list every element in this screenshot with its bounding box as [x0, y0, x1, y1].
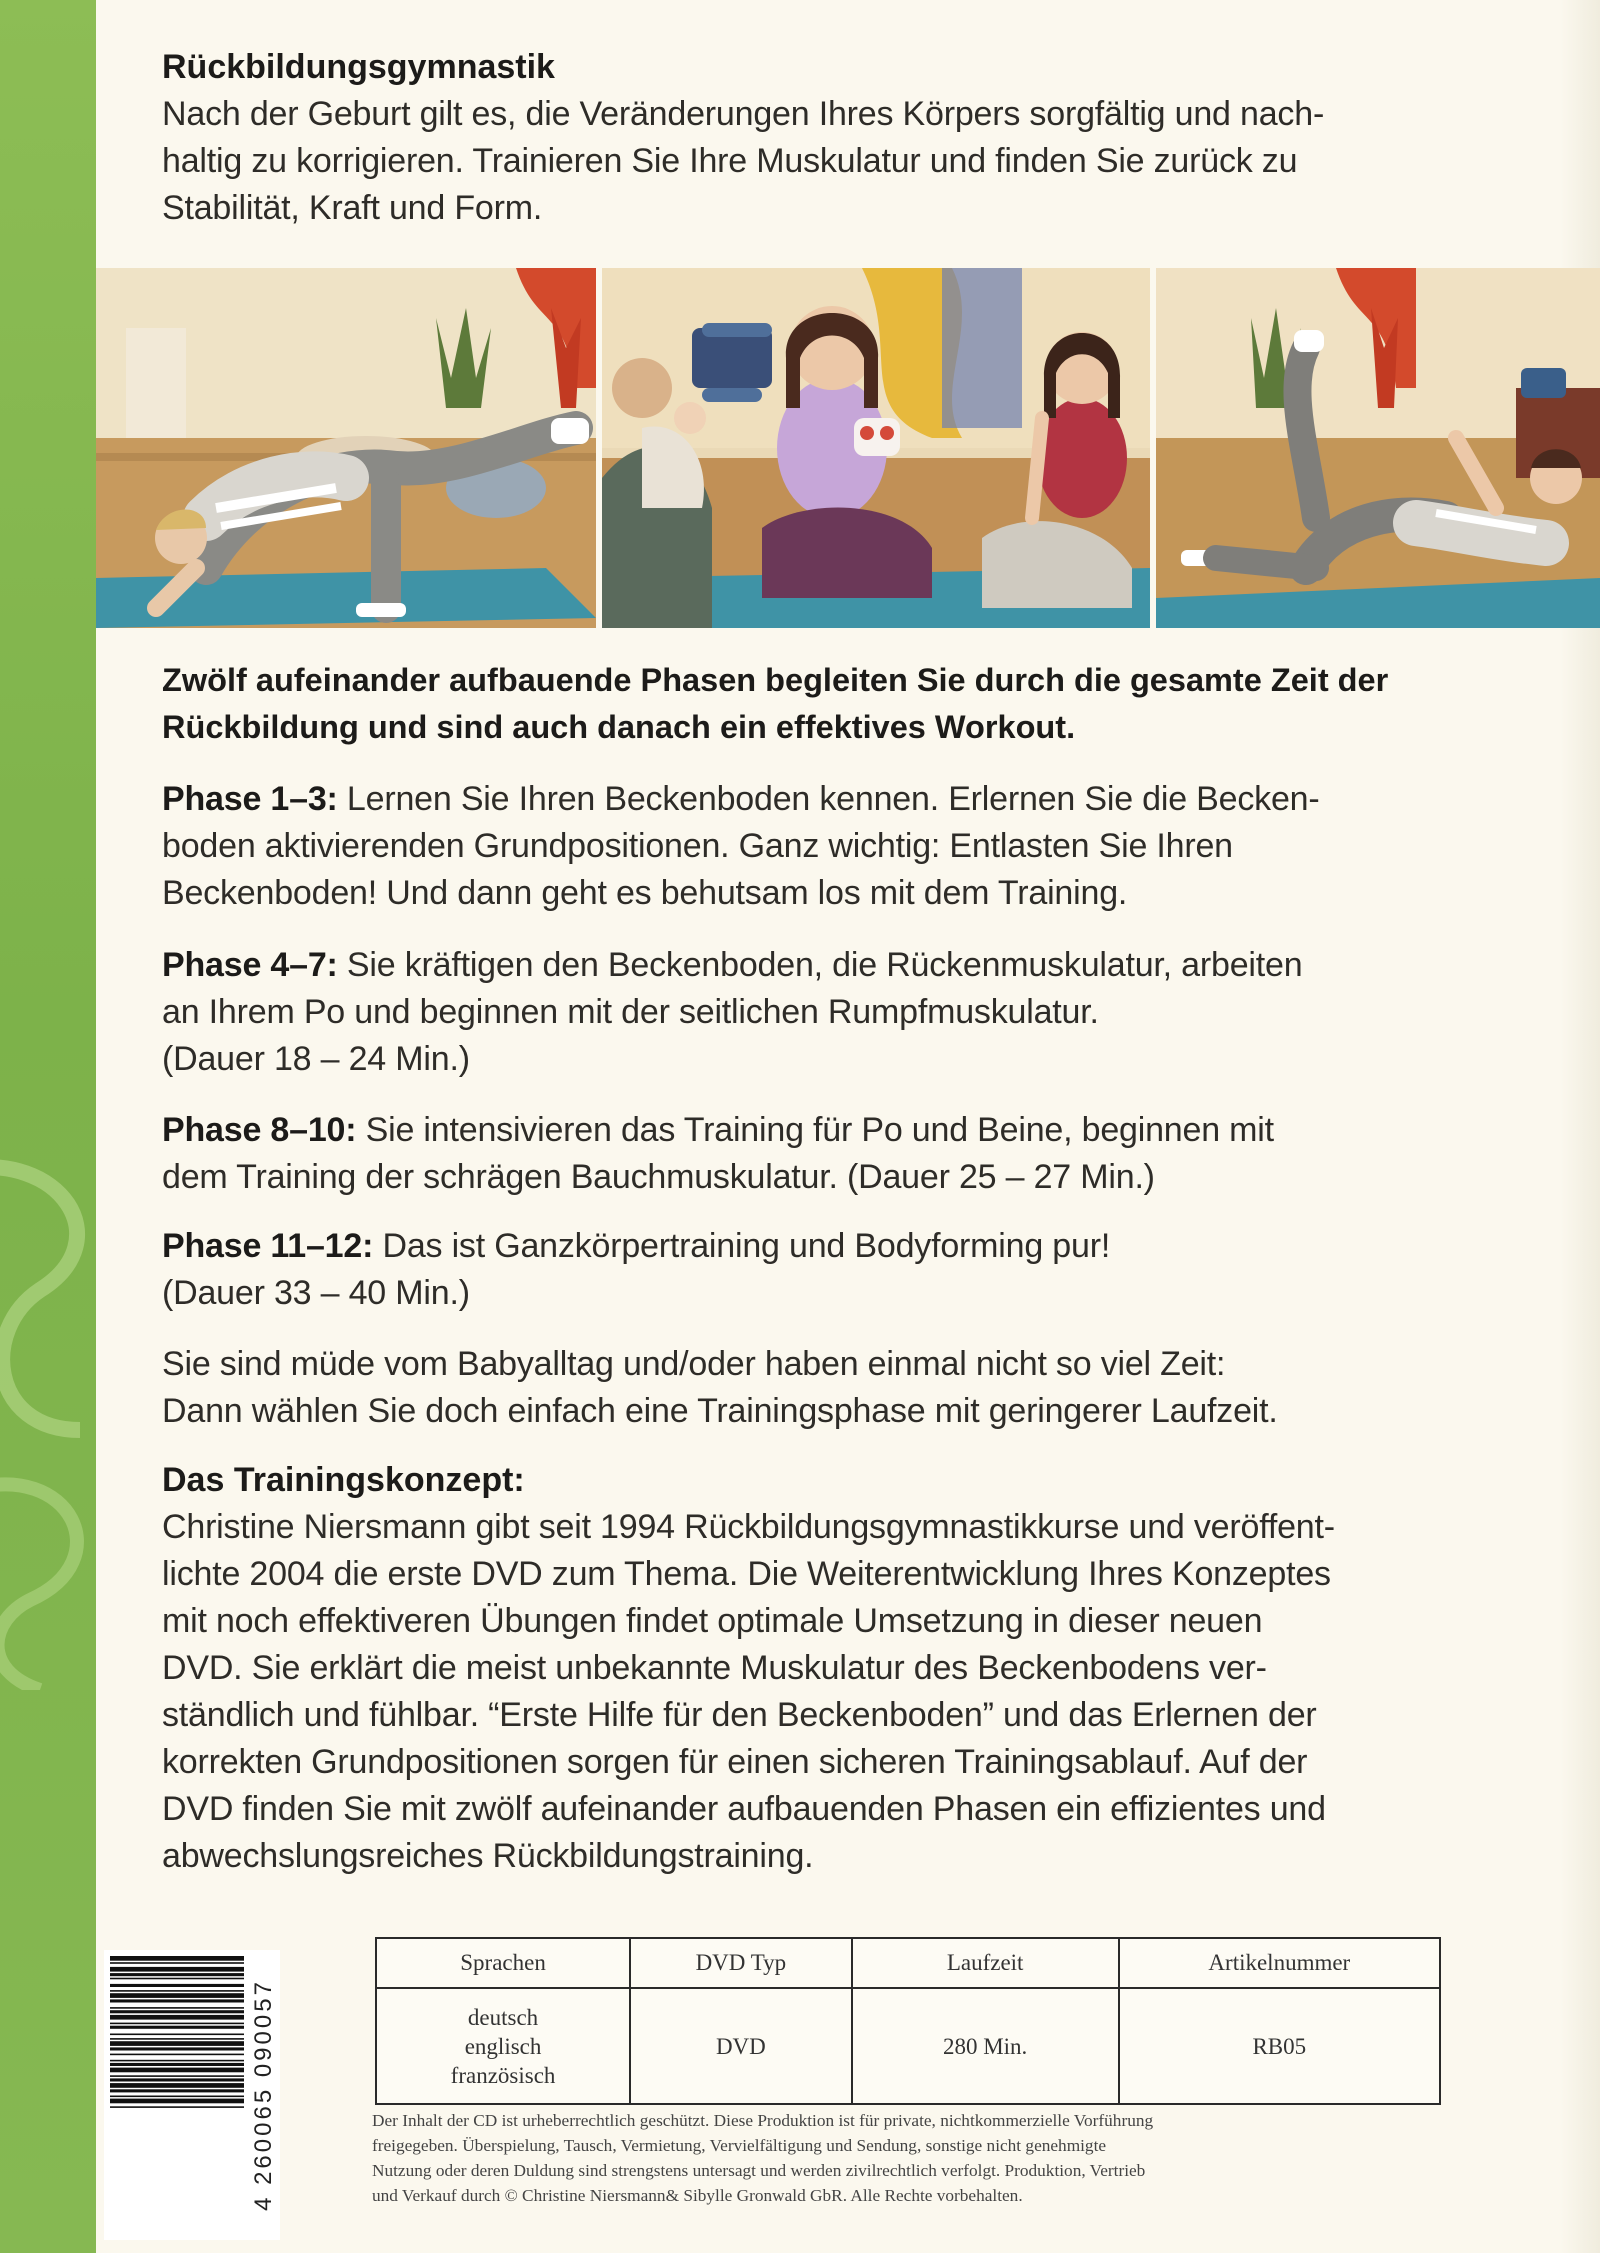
intro-title: Rückbildungsgymnastik	[162, 48, 555, 86]
photo-exercise-lying	[1150, 268, 1600, 628]
concept-line: abwechslungsreiches Rückbildungstraining.	[162, 1837, 814, 1875]
phase-text: Beckenboden! Und dann geht es behutsam los mit dem Training.	[162, 874, 1128, 912]
phase-text: Sie intensivieren das Training für Po und Beine, beginnen mit	[356, 1111, 1274, 1149]
barcode-bar	[110, 2038, 244, 2040]
concept-line: mit noch effektiveren Übungen findet optimale Umsetzung in dieser neuen	[162, 1602, 1263, 1640]
barcode-bar	[110, 2041, 244, 2046]
legal-notice	[372, 2108, 1452, 2208]
header-runtime: Laufzeit	[852, 1938, 1119, 1988]
tired-line: Sie sind müde vom Babyalltag und/oder haben einmal nicht so viel Zeit:	[162, 1345, 1226, 1383]
intro-line: Stabilität, Kraft und Form.	[162, 189, 543, 227]
barcode-bar	[110, 2010, 244, 2013]
barcode-bar	[110, 2075, 244, 2077]
barcode-bar	[110, 1978, 244, 1980]
concept-section	[162, 1457, 1542, 1880]
barcode-bar	[110, 1984, 244, 1987]
header-languages: Sprachen	[376, 1938, 630, 1988]
concept-line: DVD. Sie erklärt die meist unbekannte Muskulatur des Beckenbodens ver-	[162, 1649, 1267, 1687]
barcode-bar	[110, 1956, 244, 1961]
phase-8-10	[162, 1107, 1542, 1201]
barcode-bar	[110, 1993, 244, 1998]
cell-article-number: RB05	[1119, 1988, 1440, 2104]
lead-line: Zwölf aufeinander aufbauende Phasen begleiten Sie durch die gesamte Zeit der	[162, 662, 1389, 698]
barcode-bar	[110, 2054, 244, 2056]
legal-line: Der Inhalt der CD ist urheberrechtlich geschützt. Diese Produktion ist für private, nichtkommerzielle Vorführung	[372, 2111, 1154, 2130]
swirl-decoration	[0, 1130, 96, 1690]
phase-text: an Ihrem Po und beginnen mit der seitlichen Rumpfmuskulatur.	[162, 993, 1099, 1031]
concept-line: DVD finden Sie mit zwölf aufeinander aufbauenden Phasen ein effizientes und	[162, 1790, 1326, 1828]
phase-text: boden aktivierenden Grundpositionen. Ganz wichtig: Entlasten Sie Ihren	[162, 827, 1233, 865]
intro-line: haltig zu korrigieren. Trainieren Sie Ihre Muskulatur und finden Sie zurück zu	[162, 142, 1298, 180]
barcode-bar	[110, 2106, 244, 2108]
barcode-bar	[110, 2083, 244, 2088]
barcode-bar	[110, 2015, 244, 2020]
phase-text: Lernen Sie Ihren Beckenboden kennen. Erlernen Sie die Becken-	[337, 780, 1320, 818]
barcode-bar	[110, 2078, 244, 2081]
phase-label: Phase 11–12:	[162, 1227, 374, 1265]
barcode-bar	[110, 1967, 244, 1972]
cell-dvd-type: DVD	[630, 1988, 852, 2104]
barcode-bar	[110, 2034, 244, 2036]
barcode-bar	[110, 1962, 244, 1964]
barcode-bar	[110, 2096, 244, 2098]
barcode-bar	[110, 2060, 244, 2062]
phase-4-7	[162, 942, 1542, 1083]
phase-1-3	[162, 776, 1542, 917]
barcode-bar	[110, 1973, 244, 1976]
barcode-bar	[110, 1990, 244, 1992]
phase-label: Phase 4–7:	[162, 946, 338, 984]
barcode-bar	[110, 2063, 244, 2066]
phase-11-12	[162, 1223, 1542, 1317]
barcode-bar	[110, 2023, 244, 2025]
concept-line: Christine Niersmann gibt seit 1994 Rückbildungsgymnastikkurse und veröffent-	[162, 1508, 1335, 1546]
phase-text: (Dauer 33 – 40 Min.)	[162, 1274, 470, 1312]
concept-line: lichte 2004 die erste DVD zum Thema. Die Weiterentwicklung Ihres Konzeptes	[162, 1555, 1331, 1593]
concept-line: ständlich und fühlbar. “Erste Hilfe für den Beckenboden” und das Erlernen der	[162, 1696, 1317, 1734]
tired-section	[162, 1341, 1542, 1435]
barcode-bar	[110, 2007, 244, 2009]
barcode-number: 4 260065 090057	[250, 1979, 278, 2211]
barcode-bar	[110, 2099, 244, 2104]
intro-section	[162, 44, 1542, 232]
table-row	[376, 1988, 1440, 2104]
photo-strip	[96, 268, 1600, 628]
phase-text: Das ist Ganzkörpertraining und Bodyforming pur!	[373, 1227, 1111, 1265]
product-info-table	[375, 1937, 1441, 2105]
concept-title: Das Trainingskonzept:	[162, 1461, 525, 1499]
green-side-strip	[0, 0, 96, 2253]
phase-label: Phase 8–10:	[162, 1111, 357, 1149]
barcode-bar	[110, 2089, 244, 2092]
barcode-bar	[110, 2068, 244, 2073]
language-item: französisch	[450, 2062, 556, 2088]
cell-languages	[376, 1988, 630, 2104]
header-article-number: Artikelnummer	[1119, 1938, 1440, 1988]
barcode-bar	[110, 1999, 244, 2002]
barcode-bar	[110, 2047, 244, 2050]
phase-text: dem Training der schrägen Bauchmuskulatur. (Dauer 25 – 27 Min.)	[162, 1158, 1155, 1196]
photo-exercise-kneeling	[96, 268, 596, 628]
header-dvd-type: DVD Typ	[630, 1938, 852, 1988]
lead-section	[162, 657, 1542, 751]
table-header-row	[376, 1938, 1440, 1988]
phase-text: (Dauer 18 – 24 Min.)	[162, 1040, 470, 1078]
intro-line: Nach der Geburt gilt es, die Veränderungen Ihres Körpers sorgfältig und nach-	[162, 95, 1325, 133]
concept-line: korrekten Grundpositionen sorgen für einen sicheren Trainingsablauf. Auf der	[162, 1743, 1308, 1781]
phase-text: Sie kräftigen den Beckenboden, die Rückenmuskulatur, arbeiten	[337, 946, 1303, 984]
lead-line: Rückbildung und sind auch danach ein effektives Workout.	[162, 709, 1076, 745]
language-item: englisch	[464, 2033, 542, 2059]
photo-trainers-seated	[596, 268, 1150, 628]
tired-line: Dann wählen Sie doch einfach eine Trainingsphase mit geringerer Laufzeit.	[162, 1392, 1278, 1430]
legal-line: und Verkauf durch © Christine Niersmann& Sibylle Gronwald GbR. Alle Rechte vorbehalten.	[372, 2186, 1023, 2205]
cell-runtime: 280 Min.	[852, 1988, 1119, 2104]
phase-label: Phase 1–3:	[162, 780, 338, 818]
language-item: deutsch	[467, 2004, 539, 2030]
legal-line: freigegeben. Überspielung, Tausch, Vermietung, Vervielfältigung und Sendung, sonstige nicht genehmigte	[372, 2136, 1107, 2155]
legal-line: Nutzung oder deren Duldung sind strengstens untersagt und werden zivilrechtlich verfolgt. Produktion, Vertrieb	[372, 2161, 1146, 2180]
barcode-bar	[110, 2026, 244, 2029]
